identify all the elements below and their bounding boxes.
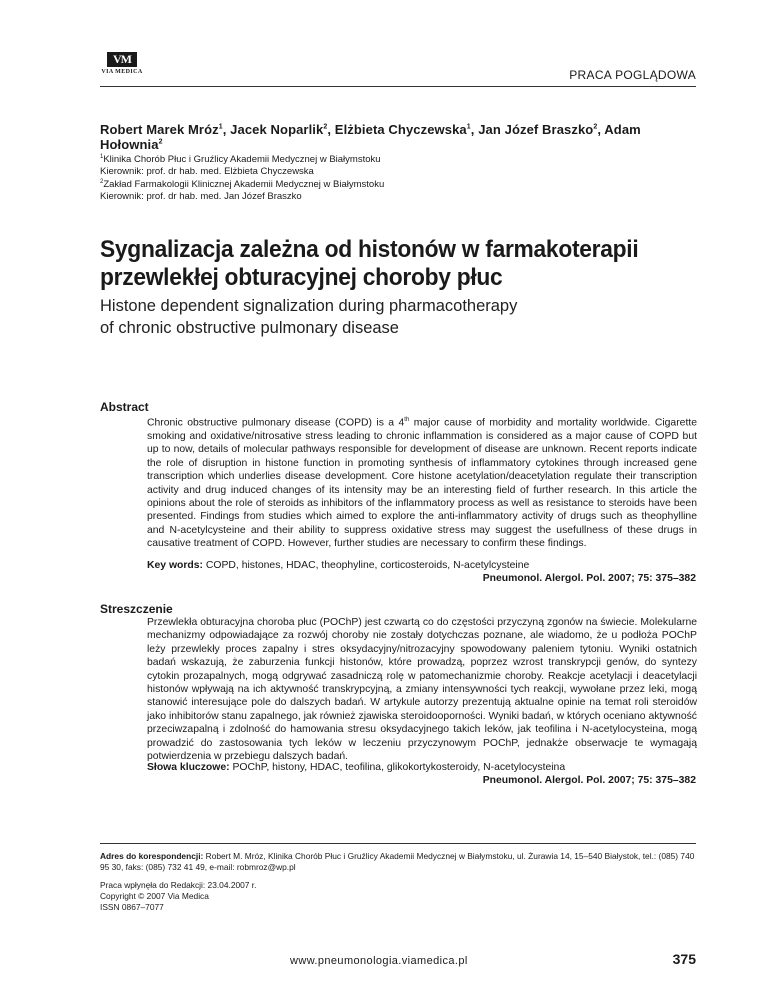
journal-url: www.pneumonologia.viamedica.pl <box>290 955 468 967</box>
logo-text: VIA MEDICA <box>101 69 143 75</box>
author-name: Jacek Noparlik <box>230 122 324 137</box>
title-english-line: of chronic obstructive pulmonary disease <box>100 319 399 337</box>
streszczenie-keywords: Słowa kluczowe: POChP, histony, HDAC, teofilina, glikokortykosteroidy, N-acetylocysteina <box>147 762 566 773</box>
copyright: Copyright © 2007 Via Medica <box>100 891 209 901</box>
title-polish <box>100 236 639 292</box>
author-name: Elżbieta Chyczewska <box>334 122 467 137</box>
title-polish-line: Sygnalizacja zależna od histonów w farmakoterapii <box>100 236 639 263</box>
page-number: 375 <box>672 951 696 967</box>
author-name: Jan Józef Braszko <box>478 122 594 137</box>
correspondence-divider <box>100 843 696 844</box>
abstract-heading: Abstract <box>100 400 149 414</box>
affiliation-line: Kierownik: prof. dr hab. med. Elżbieta Chyczewska <box>100 165 314 177</box>
abstract-keywords: Key words: COPD, histones, HDAC, theophyline, corticosteroids, N-acetylcysteine <box>147 560 530 571</box>
abstract-text: Chronic obstructive pulmonary disease (COPD) is a 4th major cause of morbidity and mortality worldwide. Cigarette smoking and oxidative/nitrosative stress leading to chronic inflammation is considered as a major cause of COPD but up to now, details of molecular pathways responsible for development of disease are unknown. Recent reports indicate the role of disruption in histone function in promoting synthesis of inflammatory cytokines through increased gene transcription which underlies disease development. Core histone acetylation/deacetylation regulate their transcription activity and drug induced changes of its intensity may be an interesting field of further research. In this article the opinions about the role of steroids as inhibitors of the inflammatory process as well as resistance to steroids have been presented. Findings from studies which aimed to explore the anti-inflammatory activity of drugs such as theophylline and N-acetylcysteine and their ability to suppress oxidative stress may suggest the usefullness of these drugs in causative treatment of COPD. However, further studies are necessary to confirm these findings. <box>147 417 698 550</box>
logo-mark: VM <box>107 52 137 67</box>
abstract-citation: Pneumonol. Alergol. Pol. 2007; 75: 375–382 <box>482 573 696 584</box>
header-divider <box>100 86 696 87</box>
author-list: Robert Marek Mróz$^1$, Jacek Noparlik$^2$, Elżbieta Chyczewska$^1$, Jan Józef Braszko$^2$, Adam Hołownia$^2$ <box>100 122 641 152</box>
streszczenie-heading: Streszczenie <box>100 602 173 616</box>
received-date: Praca wpłynęła do Redakcji: 23.04.2007 r. <box>100 880 257 890</box>
author-sup: 2 <box>593 123 598 131</box>
author-sup: 2 <box>323 123 328 131</box>
affiliation-line: $^1$Klinika Chorób Płuc i Gruźlicy Akademii Medycznej w Białymstoku <box>100 154 381 166</box>
title-english-line: Histone dependent signalization during pharmacotherapy <box>100 297 518 315</box>
title-polish-line: przewlekłej obturacyjnej choroby płuc <box>100 264 503 291</box>
author-sup: 1 <box>466 123 471 131</box>
affiliations <box>100 152 700 202</box>
correspondence: Adres do korespondencji: Robert M. Mróz, Klinika Chorób Płuc i Gruźlicy Akademii Medycznej w Białymstoku, ul. Żurawia 14, 15–540 Białystok, tel.: (085) 740 95 30, faks: (085) 732 41 49, e-mail: robmroz@wp.pl <box>100 851 695 873</box>
streszczenie-citation: Pneumonol. Alergol. Pol. 2007; 75: 375–382 <box>482 775 696 786</box>
streszczenie-text: Przewlekła obturacyjna choroba płuc (POChP) jest czwartą co do częstości przyczyną zgonów na świecie. Molekularne mechanizmy odpowiadające za rozwój choroby nie zostały dotychczas poznane, ale wiadomo, że u podłoża POChP leży przewlekły proces zapalny i stres oksydacyjny/nitrozacyjny spowodowany paleniem tytoniu. Wyniki ostatnich badań wskazują, że zaburzenia funkcji histonów, które prowadzą, poprzez wzrost transkrypcji genów, do syntezy cytokin prozapalnych, mogą odgrywać zasadniczą rolę w patomechanizmie choroby. Reakcje acetylacji i deacetylacji histonów wpływają na ich aktywność transkrypcyjną, a zmiany intensywności tych reakcji, wywołane przez leki, mogą stanowić interesujące pole do dalszych badań. W artykule autorzy prezentują aktualne opinie na temat roli steroidów jako inhibitorów stanu zapalnego, jak również zjawiska steroidooporności. Wyniki badań, w których oceniano aktywność przeciwzapalną i zdolność do hamowania stresu oksydacyjnego takich leków, jak teofilina i N-acetylocysteina, mogą prowadzić do zastosowania tych leków w leczeniu przyczynowym POChP, jednakże obserwacje te wymagają potwierdzenia w przebiegu dalszych badań. <box>147 617 697 763</box>
author-sup: 2 <box>158 138 163 146</box>
author-name: Adam Hołownia <box>100 122 641 152</box>
author-sup: 1 <box>218 123 223 131</box>
affiliation-line: Kierownik: prof. dr hab. med. Jan Józef Braszko <box>100 190 302 202</box>
affiliation-line: $^2$Zakład Farmakologii Klinicznej Akademii Medycznej w Białymstoku <box>100 179 385 191</box>
section-label: PRACA POGLĄDOWA <box>569 68 696 82</box>
publisher-logo <box>100 52 144 75</box>
issn: ISSN 0867–7077 <box>100 902 164 912</box>
title-english <box>100 295 660 339</box>
author-name: Robert Marek Mróz <box>100 122 219 137</box>
